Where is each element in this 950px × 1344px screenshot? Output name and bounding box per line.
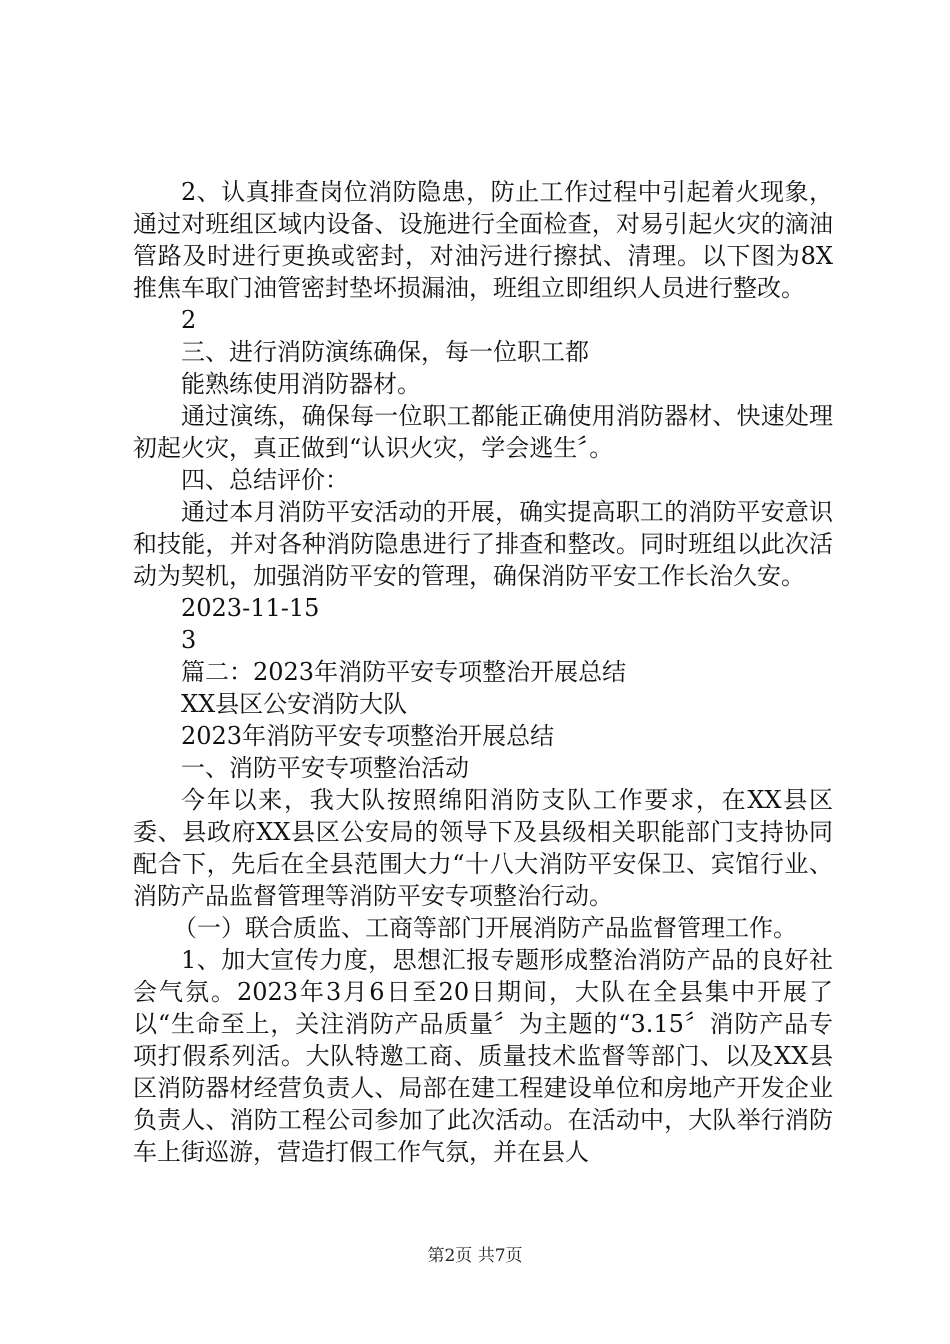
paragraph-summary: 通过本月消防平安活动的开展，确实提高职工的消防平安意识和技能，并对各种消防隐患进行了排查和整改。同时班组以此次活动为契机，加强消防平安的管理，确保消防平安工作长治久安。 — [133, 498, 833, 590]
section-heading-summary: 四、总结评价： — [181, 466, 349, 494]
paragraph-campaign: 今年以来，我大队按照绵阳消防支队工作要求，在XX县区委、县政府XX县区公安局的领导下及县级相关职能部门支持协同配合下，先后在全县范围大力“十八大消防平安保卫、宾馆行业、消防产品监督管理等消防平安专项整治行动。 — [133, 786, 833, 910]
paragraph-publicity: 1、加大宣传力度，思想汇报专题形成整治消防产品的良好社会气氛。2023年3月6日至20日期间，大队在全县集中开展了以“生命至上，关注消防产品质量〞为主题的“3.15〞消防产品专项打假系列活。大队特邀工商、质量技术监督等部门、以及XX县区消防器材经营负责人、局部在建工程建设单位和房地产开发企业负责人、消防工程公司参加了此次活动。在活动中，大队举行消防车上街巡游，营造打假工作气氛，并在县人 — [133, 946, 833, 1166]
page-footer: 第2页 共7页 — [427, 1246, 523, 1266]
page-marker: 3 — [181, 626, 197, 654]
paragraph-item-check: 2、认真排查岗位消防隐患，防止工作过程中引起着火现象，通过对班组区域内设备、设施进行全面检查，对易引起火灾的滴油管路及时进行更换或密封，对油污进行擦拭、清理。以下图为8X推焦车取门油管密封垫坏损漏油，班组立即组织人员进行整改。 — [133, 178, 833, 302]
article-title: 篇二：2023年消防平安专项整治开展总结 — [181, 658, 627, 686]
document-date: 2023-11-15 — [181, 594, 320, 622]
page-marker: 2 — [181, 306, 197, 334]
section-heading-drill-cont: 能熟练使用消防器材。 — [181, 370, 421, 398]
document-body — [133, 176, 833, 1168]
paragraph-drill: 通过演练，确保每一位职工都能正确使用消防器材、快速处理初起火灾，真正做到“认识火灾，学会逃生〞。 — [133, 402, 833, 462]
section-heading-campaign: 一、消防平安专项整治活动 — [181, 754, 469, 782]
subsection-heading-products: （一）联合质监、工商等部门开展消防产品监督管理工作。 — [173, 914, 797, 942]
report-title: 2023年消防平安专项整治开展总结 — [181, 722, 555, 750]
section-heading-drill: 三、进行消防演练确保，每一位职工都 — [181, 338, 589, 366]
organization-name: XX县区公安消防大队 — [181, 690, 408, 718]
